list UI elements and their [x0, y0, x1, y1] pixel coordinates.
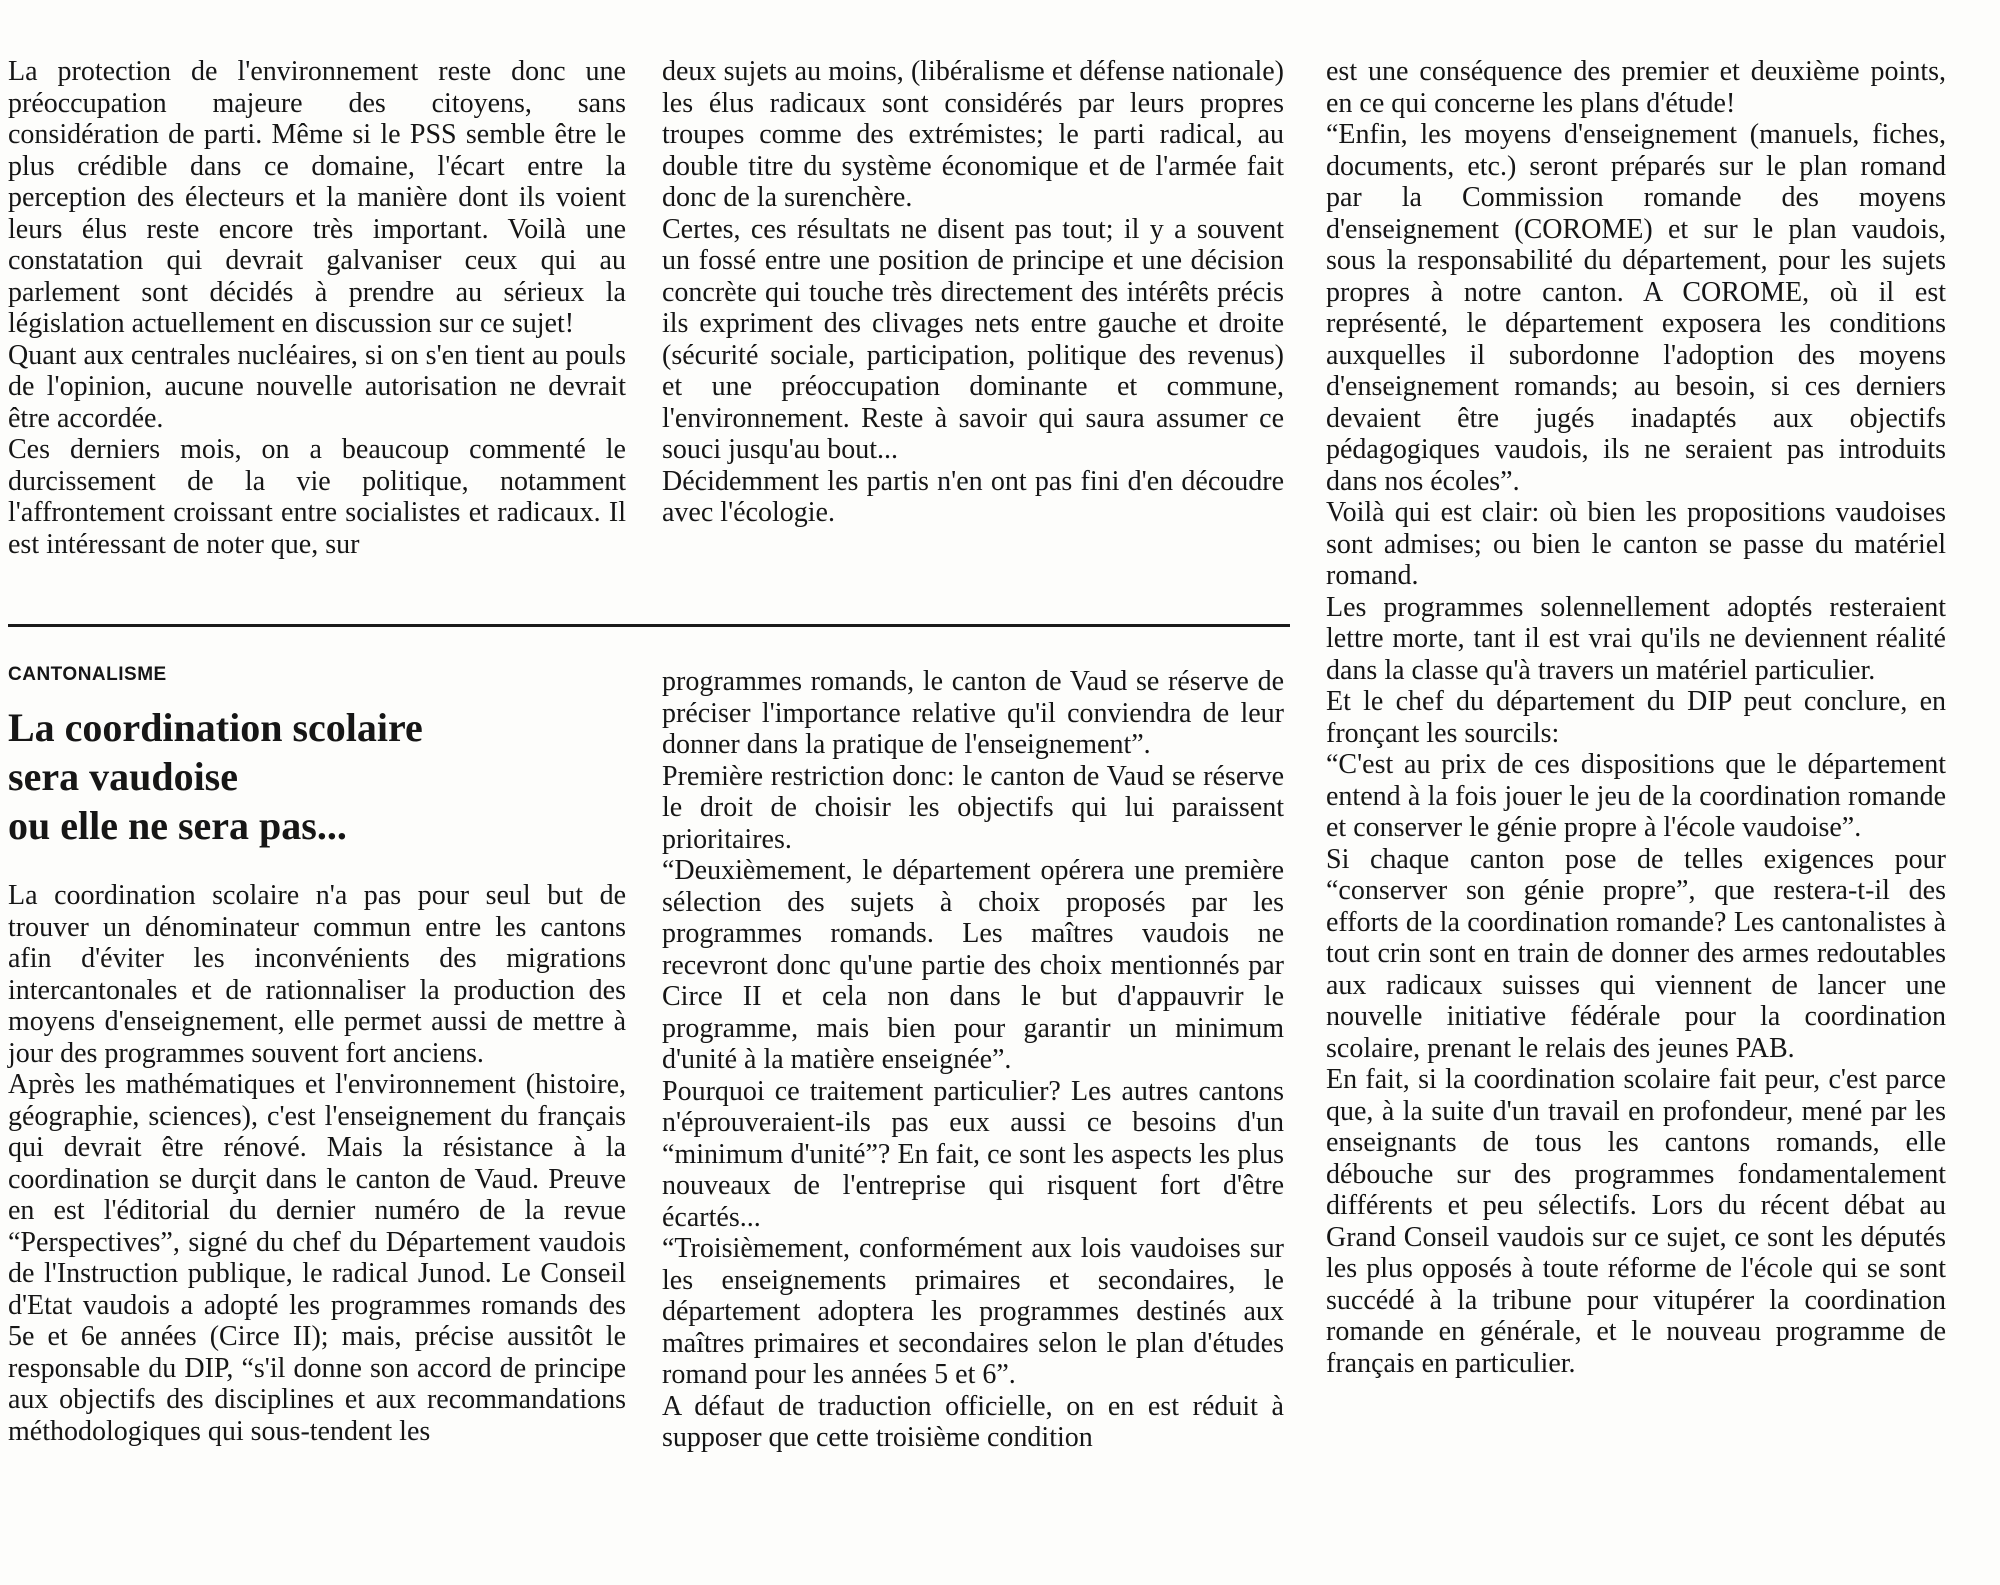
article2-column-1: [8, 880, 626, 1447]
paragraph: deux sujets au moins, (libéralisme et défense nationale) les élus radicaux sont considérés par leurs propres troupes comme des extrémistes; le parti radical, au double titre du système économique et de l'armée fait donc de la surenchère.: [662, 56, 1284, 213]
paragraph: Pourquoi ce traitement particulier? Les autres cantons n'éprouveraient-ils pas eux aussi ce besoins d'un “minimum d'unité”? En fait, ce sont les aspects les plus nouveaux de l'entreprise qui risquent fort d'être écartés...: [662, 1075, 1284, 1233]
article-headline: [8, 703, 628, 850]
paragraph: Si chaque canton pose de telles exigences pour “conserver son génie propre”, que restera-t-il des efforts de la coordination romande? Les cantonalistes à tout crin sont en train de donner des armes redoutables aux radicaux suisses qui viennent de lancer une nouvelle initiative fédérale pour la coordination scolaire, prenant le relais des jeunes PAB.: [1326, 843, 1946, 1064]
paragraph: La protection de l'environnement reste donc une préoccupation majeure des citoyens, sans considération de parti. Même si le PSS semble être le plus crédible dans ce domaine, l'écart entre la perception des électeurs et la manière dont ils voient leurs élus reste encore très important. Voilà une constatation qui devrait galvaniser ceux qui au parlement sont décidés à prendre au sérieux la législation actuellement en discussion sur ce sujet!: [8, 56, 626, 339]
paragraph: En fait, si la coordination scolaire fait peur, c'est parce que, à la suite d'un travail en profondeur, mené par les enseignants de tous les cantons romands, elle débouche sur des programmes fondamentalement différents et peu sélectifs. Lors du récent débat au Grand Conseil vaudois sur ce sujet, ce sont les députés les plus opposés à toute réforme de l'école qui se sont succédé à la tribune pour vitupérer la coordination romande en générale, et le nouveau programme de français en particulier.: [1326, 1064, 1946, 1379]
paragraph: Après les mathématiques et l'environnement (histoire, géographie, sciences), c'est l'enseignement du français qui devrait être rénové. Mais la résistance à la coordination se durçit dans le canton de Vaud. Preuve en est l'éditorial du dernier numéro de la revue “Perspectives”, signé du chef du Département vaudois de l'Instruction publique, le radical Junod. Le Conseil d'Etat vaudois a adopté les programmes romands des 5e et 6e années (Circe II); mais, précise aussitôt le responsable du DIP, “s'il donne son accord de principe aux objectifs des disciplines et aux recommandations méthodologiques qui sous-tendent les: [8, 1069, 626, 1447]
paragraph: Et le chef du département du DIP peut conclure, en fronçant les sourcils:: [1326, 686, 1946, 749]
paragraph: La coordination scolaire n'a pas pour seul but de trouver un dénominateur commun entre les cantons afin d'éviter les inconvénients des migrations intercantonales et de rationnaliser la production des moyens d'enseignement, elle permet aussi de mettre à jour des programmes souvent fort anciens.: [8, 880, 626, 1069]
article1-column-1: [8, 56, 626, 560]
article1-column-2: [662, 56, 1284, 529]
paragraph: Voilà qui est clair: où bien les propositions vaudoises sont admises; ou bien le canton se passe du matériel romand.: [1326, 497, 1946, 591]
headline-line: La coordination scolaire: [8, 705, 423, 750]
paragraph: Quant aux centrales nucléaires, si on s'en tient au pouls de l'opinion, aucune nouvelle autorisation ne devrait être accordée.: [8, 339, 626, 434]
section-kicker: CANTONALISME: [8, 664, 167, 685]
paragraph: est une conséquence des premier et deuxième points, en ce qui concerne les plans d'étude!: [1326, 56, 1946, 119]
paragraph: “C'est au prix de ces dispositions que le département entend à la fois jouer le jeu de la coordination romande et conserver le génie propre à l'école vaudoise”.: [1326, 749, 1946, 843]
headline-line: ou elle ne sera pas...: [8, 803, 347, 848]
paragraph: “Deuxièmement, le département opérera une première sélection des sujets à choix proposés par les programmes romands. Les maîtres vaudois ne recevront donc qu'une partie des choix mentionnés par Circe II et cela non dans le but d'appauvrir le programme, mais bien pour garantir un minimum d'unité à la matière enseignée”.: [662, 855, 1284, 1075]
paragraph: A défaut de traduction officielle, on en est réduit à supposer que cette troisième condition: [662, 1390, 1284, 1453]
article2-column-2: [662, 666, 1284, 1454]
paragraph: Décidemment les partis n'en ont pas fini d'en découdre avec l'écologie.: [662, 465, 1284, 528]
paragraph: Ces derniers mois, on a beaucoup commenté le durcissement de la vie politique, notamment l'affrontement croissant entre socialistes et radicaux. Il est intéressant de noter que, sur: [8, 434, 626, 560]
headline-line: sera vaudoise: [8, 754, 238, 799]
paragraph: Première restriction donc: le canton de Vaud se réserve le droit de choisir les objectifs qui lui paraissent prioritaires.: [662, 760, 1284, 855]
paragraph: “Troisièmement, conformément aux lois vaudoises sur les enseignements primaires et secondaires, le département adoptera les programmes destinés aux maîtres primaires et secondaires selon le plan d'études romand pour les années 5 et 6”.: [662, 1233, 1284, 1390]
paragraph: programmes romands, le canton de Vaud se réserve de préciser l'importance relative qu'il conviendra de leur donner dans la pratique de l'enseignement”.: [662, 666, 1284, 760]
paragraph: Certes, ces résultats ne disent pas tout; il y a souvent un fossé entre une position de principe et une décision concrète qui touche très directement des intérêts précis ils expriment des clivages nets entre gauche et droite (sécurité sociale, participation, politique des revenus) et une préoccupation dominante et commune, l'environnement. Reste à savoir qui saura assumer ce souci jusqu'au bout...: [662, 213, 1284, 465]
paragraph: Les programmes solennellement adoptés resteraient lettre morte, tant il est vrai qu'ils ne deviennent réalité dans la classe qu'à travers un matériel particulier.: [1326, 591, 1946, 686]
article2-column-3: [1326, 56, 1946, 1379]
section-divider: [8, 624, 1290, 627]
paragraph: “Enfin, les moyens d'enseignement (manuels, fiches, documents, etc.) seront préparés sur le plan romand par la Commission romande des moyens d'enseignement (COROME) et sur le plan vaudois, sous la responsabilité du département, pour les sujets propres à notre canton. A COROME, où il est représenté, le département exposera les conditions auxquelles il subordonne l'adoption des moyens d'enseignement romands; au besoin, si ces derniers devaient être jugés inadaptés aux objectifs pédagogiques vaudois, ils ne seraient pas introduits dans nos écoles”.: [1326, 119, 1946, 497]
